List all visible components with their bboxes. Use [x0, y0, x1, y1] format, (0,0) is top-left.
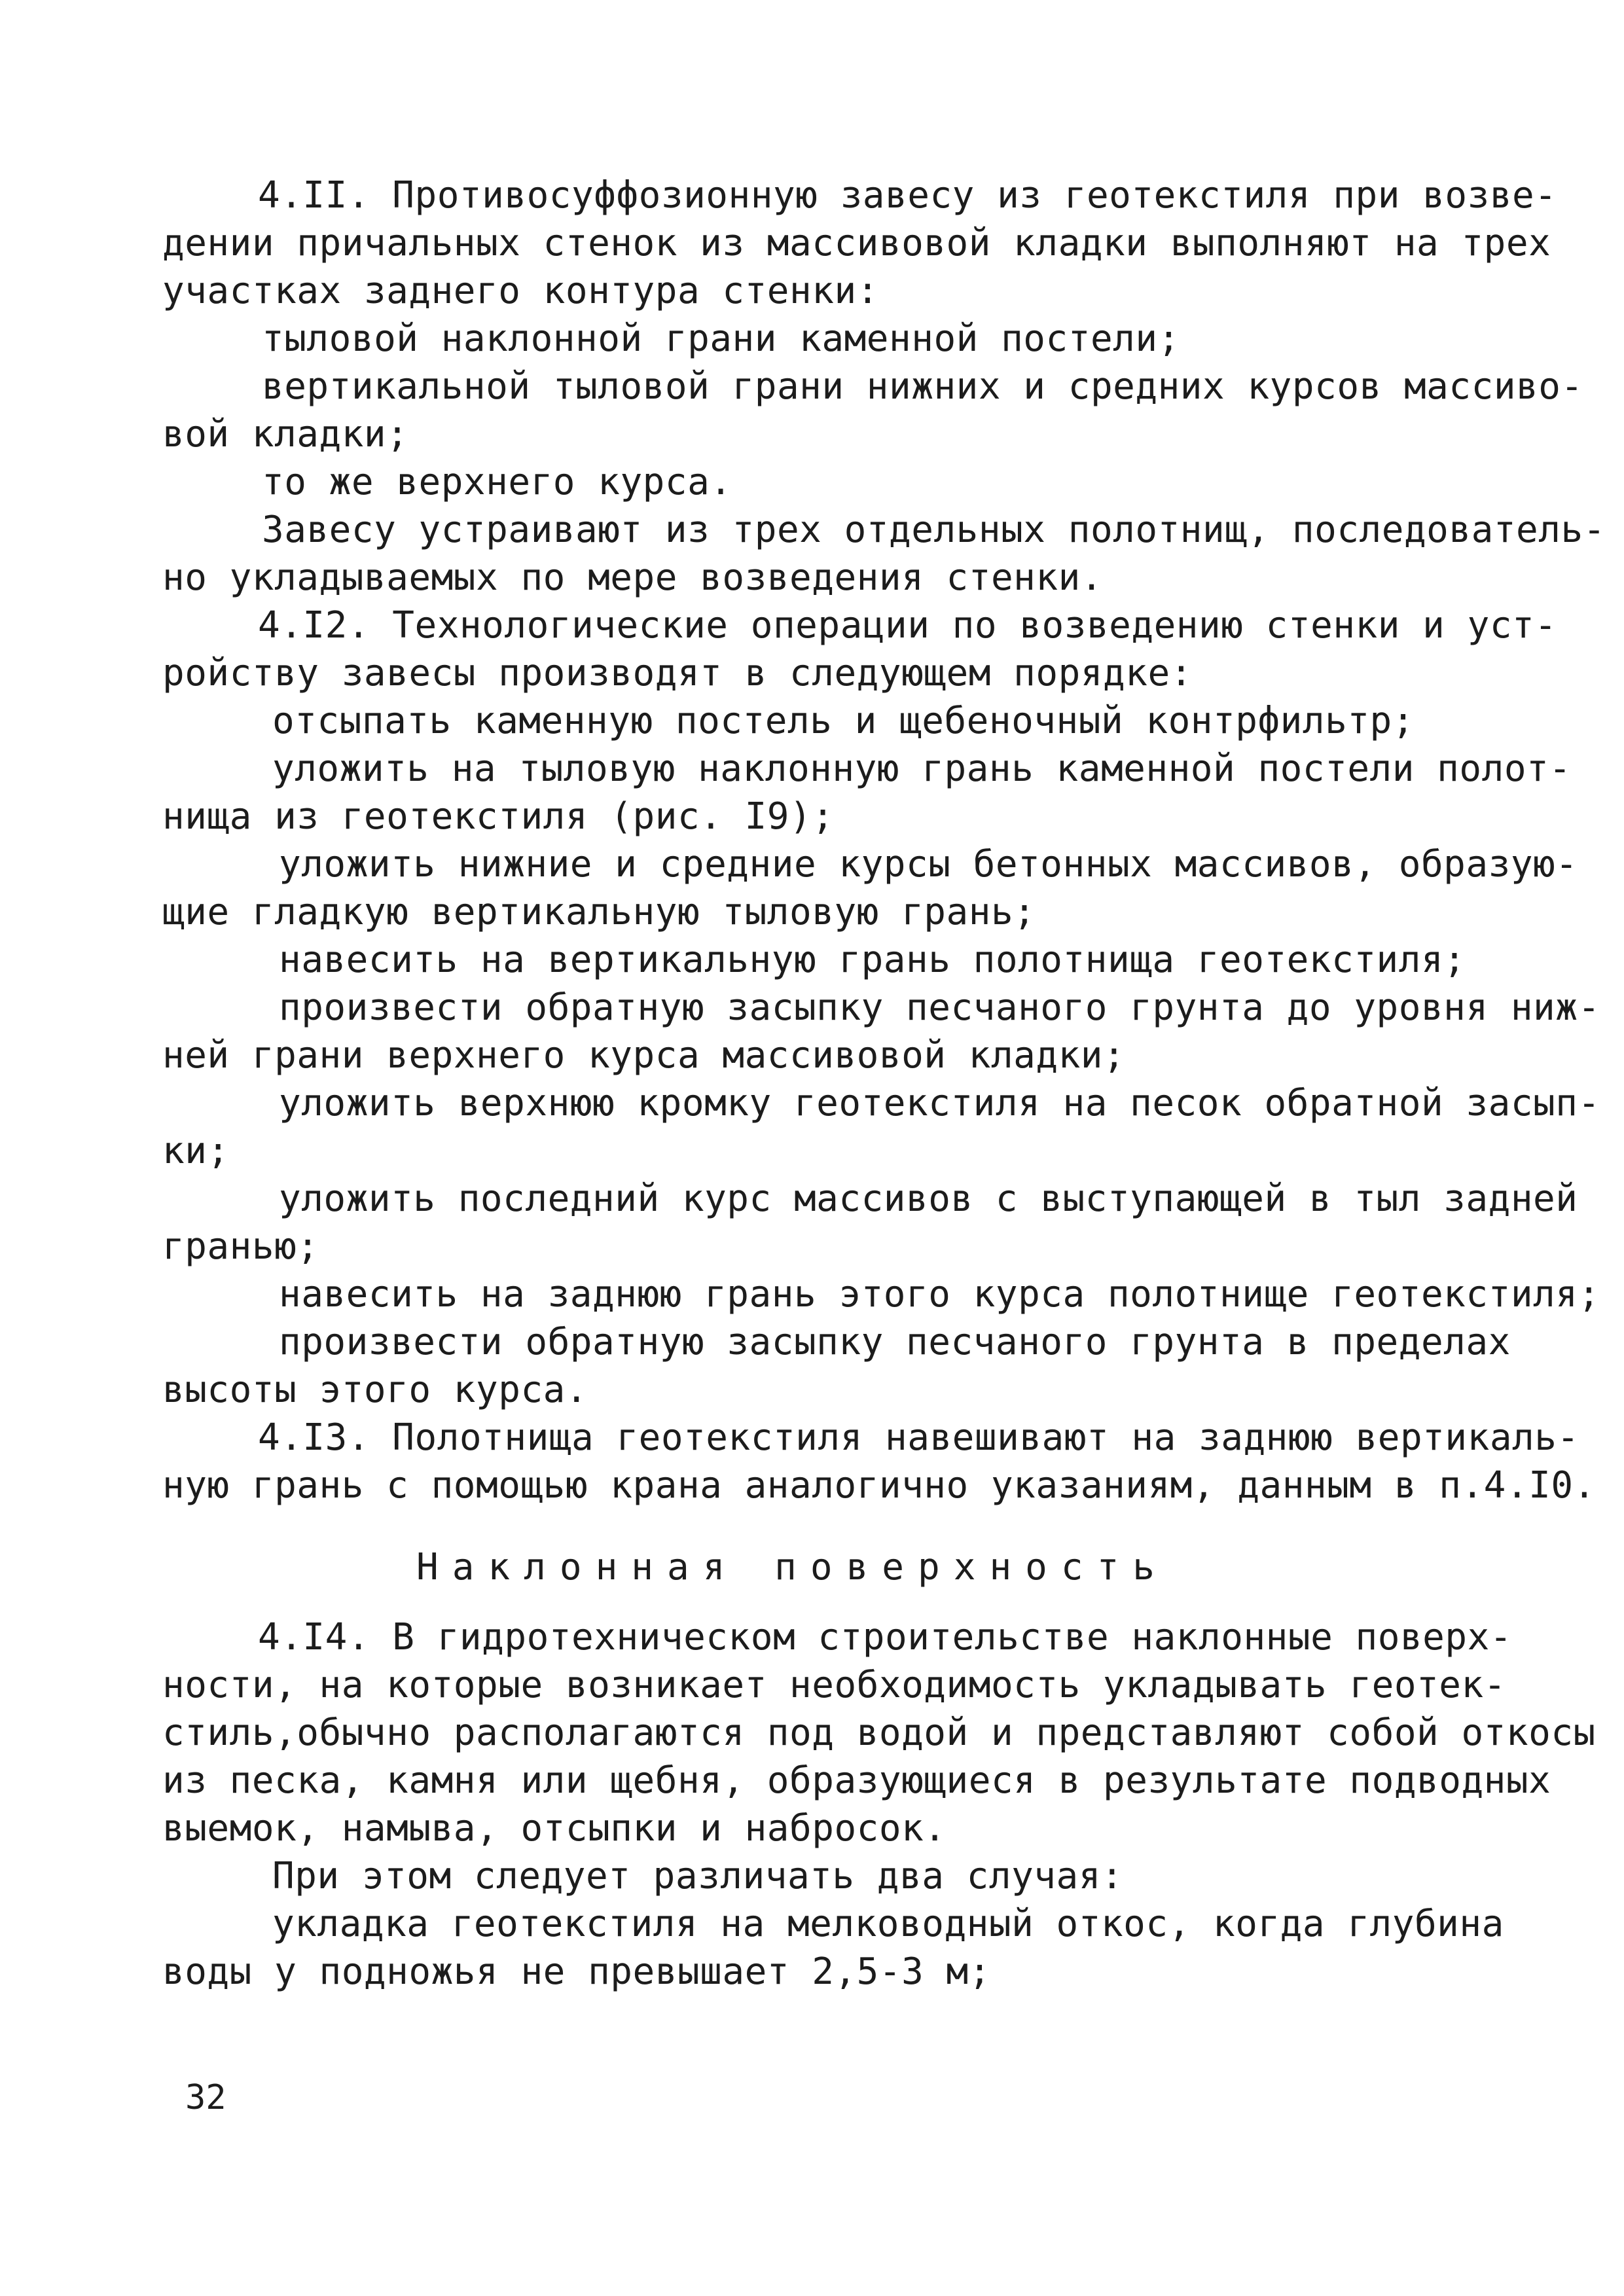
text-line: то же верхнего курса.: [262, 461, 732, 503]
text-line: вертикальной тыловой грани нижних и средних курсов массиво-: [262, 365, 1583, 408]
section-heading: Наклонная поверхность: [416, 1546, 1169, 1588]
text-line: уложить нижние и средние курсы бетонных массивов, образую-: [279, 843, 1578, 886]
spacer: [162, 1509, 1471, 1543]
text-line: 4.I3. Полотнища геотекстиля навешивают на заднюю вертикаль-: [258, 1416, 1579, 1459]
text-line: ней грани верхнего курса массивовой кладки;: [162, 1034, 1126, 1077]
text-line: выемок, намыва, отсыпки и набросок.: [162, 1807, 947, 1850]
text-line: навесить на вертикальную грань полотнища геотекстиля;: [279, 939, 1466, 981]
text-line: дении причальных стенок из массивовой кладки выполняют на трех: [162, 222, 1551, 264]
text-line: произвести обратную засыпку песчаного грунта в пределах: [279, 1321, 1511, 1363]
text-line: нища из геотекстиля (рис. I9);: [162, 795, 835, 838]
text-line: навесить на заднюю грань этого курса полотнище геотекстиля;: [279, 1273, 1600, 1316]
page-number: 32: [185, 2078, 226, 2117]
text-line: Завесу устраивают из трех отдельных полотнищ, последователь-: [262, 509, 1606, 551]
text-line: из песка, камня или щебня, образующиеся в результате подводных: [162, 1759, 1551, 1802]
text-line: отсыпать каменную постель и щебеночный контрфильтр;: [272, 700, 1415, 742]
text-line: воды у подножья не превышает 2,5-3 м;: [162, 1950, 991, 1993]
text-line: гранью;: [162, 1225, 319, 1268]
text-line: ности, на которые возникает необходимость укладывать геотек-: [162, 1664, 1506, 1706]
text-line: 4.II. Противосуффозионную завесу из геотекстиля при возве-: [258, 174, 1557, 217]
text-line: щие гладкую вертикальную тыловую грань;: [162, 891, 1036, 933]
text-line: произвести обратную засыпку песчаного грунта до уровня ниж-: [279, 986, 1600, 1029]
text-line: 4.I4. В гидротехническом строительстве наклонные поверх-: [258, 1616, 1513, 1659]
text-line: уложить верхнюю кромку геотекстиля на песок обратной засып-: [279, 1082, 1600, 1124]
text-line: ройству завесы производят в следующем порядке:: [162, 652, 1193, 694]
spacer: [162, 1591, 1471, 1613]
text-line: При этом следует различать два случая:: [272, 1855, 1124, 1897]
text-line: уложить последний курс массивов с выступающей в тыл задней: [279, 1177, 1578, 1220]
text-line: ную грань с помощью крана аналогично указаниям, данным в п.4.I0.: [162, 1464, 1596, 1507]
text-line: но укладываемых по мере возведения стенки.: [162, 556, 1104, 599]
text-line: участках заднего контура стенки:: [162, 270, 879, 312]
text-line: укладка геотекстиля на мелководный откос, когда глубина: [272, 1903, 1504, 1945]
text-line: вой кладки;: [162, 413, 409, 456]
text-line: 4.I2. Технологические операции по возведению стенки и уст-: [258, 604, 1557, 647]
text-line: уложить на тыловую наклонную грань каменной постели полот-: [272, 747, 1572, 790]
text-line: высоты этого курса.: [162, 1369, 588, 1411]
text-line: стиль,обычно располагаются под водой и представляют собой откосы: [162, 1712, 1596, 1754]
document-body: [162, 171, 1606, 1996]
text-line: ки;: [162, 1130, 230, 1172]
text-line: тыловой наклонной грани каменной постели;: [262, 317, 1180, 360]
